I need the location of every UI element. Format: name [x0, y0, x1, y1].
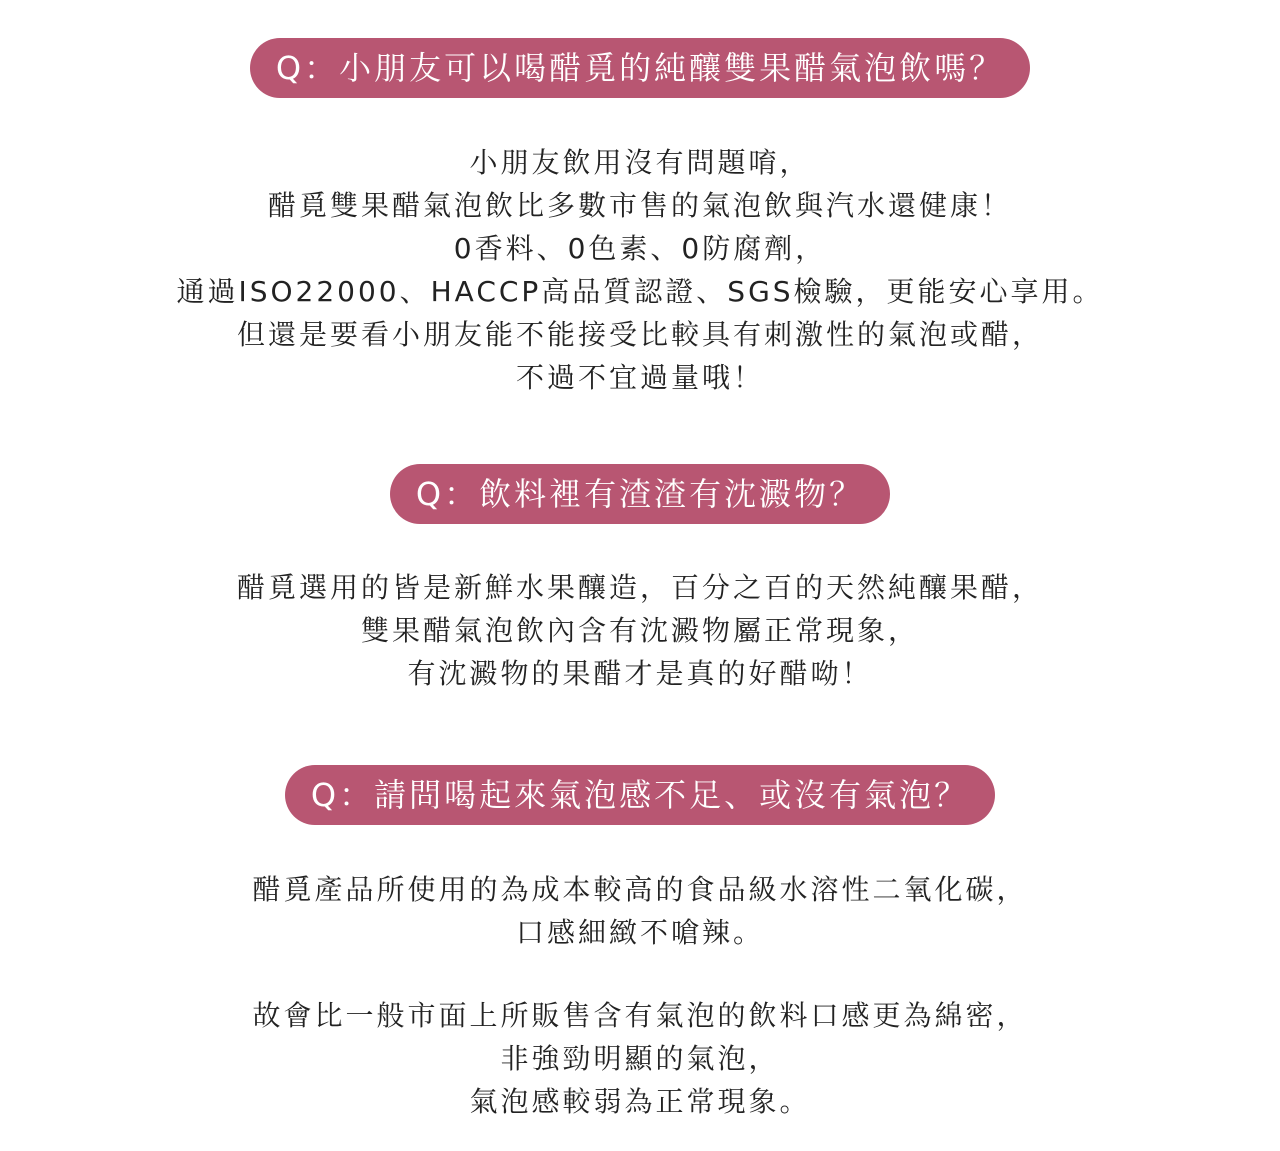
answer-block [0, 868, 1280, 1123]
question-pill: Q：請問喝起來氣泡感不足、或沒有氣泡？ [285, 765, 995, 825]
answer-line: 醋覓產品所使用的為成本較高的食品級水溶性二氧化碳， [252, 873, 1028, 906]
answer-line: 氣泡感較弱為正常現象。 [469, 1085, 811, 1118]
answer-line: 口感細緻不嗆辣。 [515, 916, 764, 949]
answer-line: 有沈澱物的果醋才是真的好醋呦！ [407, 657, 873, 690]
answer-block [0, 141, 1280, 399]
answer-line: 醋覓雙果醋氣泡飲比多數市售的氣泡飲與汽水還健康！ [267, 189, 1012, 222]
faq-item-kids [0, 38, 1280, 399]
question-pill: Q：飲料裡有渣渣有沈澱物？ [390, 464, 890, 524]
answer-line: 0香料、0色素、0防腐劑， [453, 232, 827, 265]
answer-line: 不過不宜過量哦！ [515, 361, 764, 394]
answer-line: 小朋友飲用沒有問題唷， [469, 146, 811, 179]
question-pill: Q：小朋友可以喝醋覓的純釀雙果醋氣泡飲嗎？ [250, 38, 1030, 98]
answer-line: 非強勁明顯的氣泡， [500, 1042, 780, 1075]
answer-line: 醋覓選用的皆是新鮮水果釀造，百分之百的天然純釀果醋， [236, 571, 1043, 604]
answer-line: 雙果醋氣泡飲內含有沈澱物屬正常現象， [360, 614, 919, 647]
faq-item-bubbles [0, 765, 1280, 1123]
answer-line: 故會比一般市面上所販售含有氣泡的飲料口感更為綿密， [252, 999, 1028, 1032]
answer-line: 通過ISO22000、HACCP高品質認證、SGS檢驗，更能安心享用。 [176, 275, 1104, 308]
faq-item-sediment [0, 464, 1280, 695]
paragraph-gap [0, 954, 1280, 994]
answer-block [0, 566, 1280, 695]
answer-line: 但還是要看小朋友能不能接受比較具有刺激性的氣泡或醋， [236, 318, 1043, 351]
